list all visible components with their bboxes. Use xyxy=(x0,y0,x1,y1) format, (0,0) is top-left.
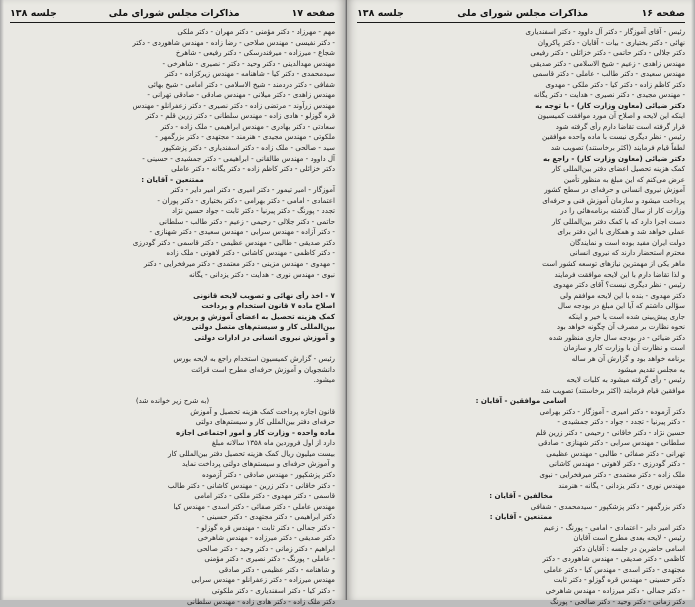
text-line: برنامه خواهد بود و گزارش آن هر ساله xyxy=(571,353,685,363)
page-body-text xyxy=(10,27,335,607)
text-line: و آموزش نیروی انسانی در ادارات دولتی xyxy=(194,332,335,342)
text-line: مهندس سعیدی - دکتر طالب - عاملی - دکتر قاسمی xyxy=(532,69,685,79)
text-line: دست اجرا دارد که با کمک دفتر بین‌المللی کار xyxy=(551,216,685,226)
text-line: رئیس - نظر دیگری نیست؟ آقای دکتر مهدوی xyxy=(553,280,685,290)
text-line: اسامی حاضرین در جلسه : آقایان دکتر xyxy=(572,543,685,553)
text-line: نحوه نظارت بر مصرف آن چگونه خواهد بود xyxy=(556,322,685,332)
text-line: حاتمی - دکتر جلالی - رحیمی - زعیم - دکتر طالب - سلطانی xyxy=(159,216,335,226)
text-line: آل داوود - مهندس طالقانی - ابراهیمی - دکتر جمشیدی - حسینی - xyxy=(142,153,335,163)
text-line: وزارت کار از سال گذشته برنامه‌هائی را در xyxy=(560,206,685,216)
text-line: محترم استحضار دارند که نیروی انسانی xyxy=(569,248,685,258)
session-number: جلسه ۱۳۸ xyxy=(10,8,57,19)
text-line: رئیس - آقای آموزگار - دکتر آل داوود - دکتر اسفندیاری xyxy=(525,27,685,36)
text-line: دکتر بزرگمهر - دکتر پزشکپور - سیدمحمدی - شفافی xyxy=(530,501,685,511)
text-line: - عاملی - پورنگ - دکتر نصیری - دکتر مؤمنی xyxy=(204,554,335,564)
text-line: مهندس عاملی - دکتر صفائی - دکتر اسدی - مهندس کیا xyxy=(173,501,335,511)
text-line: پرداخت میشود و سازمان آموزش فنی و حرفه‌ای xyxy=(542,195,685,205)
text-line: کاظمی - دکتر صدیقی - مهندس شاهوردی - دکتر xyxy=(542,554,685,564)
text-line: - دکتر خاقانی - دکتر زرین - مهندس کاشانی - دکتر طالب xyxy=(167,480,335,490)
text-line: ممتنعین - آقایان : xyxy=(141,174,204,184)
text-line: دولت ایران مفید بوده است و نمایندگان xyxy=(569,237,685,247)
text-line: شفافی - دکتر دردمند - شیخ الاسلامی - دکتر امامی - شیخ بهائی xyxy=(147,79,335,89)
text-line: دکتر آزموده - دکتر امیری - آموزگار - دکتر بهرامی xyxy=(539,406,685,416)
text-line: مهندس زاهدی - زعیم - شیخ الاسلامی - دکتر صدیقی xyxy=(530,58,685,68)
text-line: مخالفین - آقایان : xyxy=(489,491,553,501)
text-line: کمک هزینه تحصیل به اعضای آموزش و پرورش xyxy=(173,311,335,321)
text-line: به مجلس تقدیم میشود xyxy=(617,364,685,374)
text-line: قرار گرفته است تقاضا دارم رأی گرفته شود xyxy=(555,121,685,131)
text-line: اعتمادی - امامی - دکتر بهرامی - دکتر بختیاری - دکتر پوران - xyxy=(157,195,335,205)
text-line: - دکتر نفیسی - مهندس صلاحی - رضا زاده - مهندس شاهوردی - دکتر xyxy=(132,37,335,47)
text-line: اصلاح ماده ۷ قانون استخدام و پرداخت xyxy=(201,301,335,311)
text-line: - دکتر آزاده - مهندس سرابی - مهندس سعیدی - دکتر شهنازی - xyxy=(149,227,335,237)
session-number: جلسه ۱۳۸ xyxy=(357,8,404,19)
text-line: رئیس - لایحه بعدی مطرح است آقایان xyxy=(573,533,685,543)
text-line xyxy=(10,280,335,291)
text-line: است و نظارت آن با وزارت کار و سازمان xyxy=(563,343,685,353)
text-line: دکتر صدیقی - طالبی - مهندس عظیمی - دکتر قاسمی - دکتر گودرزی xyxy=(132,237,335,247)
text-line: - مهدوی - مهندس مزینی - دکتر معتمدی - دکتر میرفخرایی - دکتر xyxy=(143,259,335,269)
text-line: دکتر پزشکپور - مهندس صادقی - دکتر آزموده xyxy=(201,469,335,479)
text-line: قره گوزلو - هادی زاده - مهندس سلطانی - دکتر زرین قلم - دکتر xyxy=(145,111,335,121)
text-line: ماده واحده - وزارت کار و امور اجتماعی اجازه xyxy=(176,427,335,437)
text-line: بیست میلیون ریال کمک هزینه تحصیل دفتر بین‌المللی کار xyxy=(167,448,335,458)
text-line: و آموزش حرفه‌ای و سیستم‌های دولتی پرداخت نماید xyxy=(181,459,335,469)
page-number: صفحه ۱۷ xyxy=(291,8,335,19)
text-line: و شاهنامه - دکتر عظیمی - دکتر صادقی xyxy=(218,564,335,574)
page-header xyxy=(10,8,335,23)
page-body-text xyxy=(357,27,685,607)
text-line: مجتهدی - دکتر اسدی - مهندس کیا - دکتر عاملی xyxy=(543,564,685,574)
scan-edge xyxy=(0,0,4,600)
text-line: حرفه‌ای دفتر بین‌المللی کار و سیستم‌های دولتی xyxy=(195,417,335,427)
text-line: موافقین قیام فرمایند (اکثر برخاستند) تصویب شد xyxy=(540,385,685,395)
text-line: حسین نژاد - دکتر خاقانی - رحیمی - دکتر زرین قلم xyxy=(535,427,685,437)
text-line: دکتر مهدوی - بنده با این لایحه موافقم ولی xyxy=(559,290,685,300)
text-line: رئیس - نظر دیگری نیست با ماده واحده موافقین xyxy=(542,132,685,142)
text-line xyxy=(10,386,335,397)
text-line: ماهر یکی از مهمترین نیازهای توسعه کشور است xyxy=(542,259,685,269)
text-line: دکتر صدیقی - دکتر میرزاده - مهندس شاهرخی xyxy=(197,533,335,543)
text-line: سعادتی - دکتر بهادری - مهندس ابراهیمی - ملک زاده - دکتر xyxy=(160,121,335,131)
text-line: آموزش نیروی انسانی و حرفه‌ای در سطح کشور xyxy=(544,185,685,195)
text-line: دکتر ضیائی - در بودجه سال جاری منظور شده xyxy=(549,332,685,342)
text-line: اینکه این لایحه و اصلاح آن مورد موافقت کمیسیون xyxy=(537,111,685,121)
text-line: اسامی موافقین - آقایان : xyxy=(475,396,567,406)
text-line: - دکتر جمالی - دکتر ثابت - مهندس قره گوزلو - xyxy=(196,522,335,532)
text-line: دکتر ابراهیمی - دکتر مجتهدی - دکتر حسینی - xyxy=(201,512,335,522)
text-line: رئیس - گزارش کمیسیون استخدام راجع به لایحه بورس xyxy=(173,353,335,363)
text-line: - دکتر کاظمی - مهندس کاشانی - دکتر لاهوتی - ملک زاده xyxy=(166,248,335,258)
text-line: ابراهیم - دکتر زمانی - دکتر وحید - دکتر صالحی xyxy=(197,543,335,553)
text-line: قانون اجازه پرداخت کمک هزینه تحصیل و آموزش xyxy=(190,406,335,416)
text-line: لطفاً قیام فرمایند (اکثر برخاستند) تصویب شد xyxy=(550,143,685,153)
text-line: تهرانی - دکتر صفائی - طالبی - مهندس عظیمی xyxy=(546,448,685,458)
text-line: مهندس زرآوند - مرتضی زاده - دکتر نصیری - دکتر زعفرانلو - مهندس xyxy=(132,100,335,110)
text-line: مهم - مهرزاد - دکتر مؤمنی - دکتر مهران - دکتر ملکی xyxy=(177,27,335,36)
text-line: آموزگار - امیر تیمور - دکتر امیری - دکتر امیر دایر - دکتر xyxy=(170,185,335,195)
text-line: سیدمحمدی - دکتر کیا - شاهنامه - مهندس زیرکزاده - دکتر xyxy=(164,69,335,79)
text-line: دکتر زمانی - دکتر وحید - دکتر صالحی - پورنگ xyxy=(550,596,685,606)
page-16 xyxy=(347,0,695,606)
text-line: - دکتر پیرنیا - تجدد - جواد - دکتر جمشیدی - xyxy=(557,417,685,427)
text-line: ممتنعین - آقایان : xyxy=(489,512,553,522)
text-line: دکتر حسینی - مهندس قره گوزلو - دکتر ثابت xyxy=(553,575,685,585)
text-line: - دکتر جمالی - دکتر میرزاده - مهندس شاهرخی xyxy=(545,585,685,595)
running-title: مذاکرات مجلس شورای ملی xyxy=(108,8,240,19)
text-line: نبوی - مهندس نوری - هدایت - دکتر یزدانی - یگانه xyxy=(188,269,335,279)
text-line: مهندس مهدالدینی - دکتر وحید - دکتر - نصیری - شاهرخی - xyxy=(162,58,335,68)
text-line: دکتر کاظم زاده - دکتر کیا - دکتر ملکی - مهدوی xyxy=(545,79,685,89)
text-line: رئیس - رأی گرفته میشود به کلیات لایحه xyxy=(566,375,685,385)
text-line: شجاع - میرزاده - میرفندرسکی - دکتر رفیعی - شاهرخ xyxy=(175,48,335,58)
page-17 xyxy=(0,0,346,606)
text-line: دارد از اول فروردین ماه ۱۳۵۸ سالانه مبلغ xyxy=(211,438,335,448)
text-line: سلطانی - مهندس سرابی - دکتر شهنازی - صادقی xyxy=(538,438,685,448)
page-number: صفحه ۱۶ xyxy=(641,8,685,19)
text-line: عرض می‌کنم که این مبلغ به منظور تأمین xyxy=(563,174,685,184)
text-line: کمک هزینه تحصیل اعضای دفتر بین‌المللی کار xyxy=(551,164,685,174)
text-line: قاسمی - دکتر مهدوی - دکتر ملکی - دکتر امامی xyxy=(194,491,335,501)
text-line: مهندس زاهدی - دکتر میلانی - مهندس صادقی - صادقی تهرانی - xyxy=(147,90,335,100)
text-line: دکتر جلالی - دکتر حاتمی - دکتر خزائلی - دکتر رفیعی xyxy=(530,48,685,58)
text-line: سید - صالحی - ملک زاده - دکتر اسفندیاری - دکتر پزشکپور xyxy=(161,143,335,153)
text-line: - مهندس مجیدی - دکتر نصیری - هدایت - دکتر یگانه xyxy=(533,90,685,100)
text-line: مهندس میرزاده - دکتر زعفرانلو - مهندس سرابی xyxy=(191,575,335,585)
text-line: میشود. xyxy=(313,375,335,385)
text-line: دکتر ضیائی (معاون وزارت کار) - با توجه به xyxy=(535,100,685,110)
text-line: ملکوتی - مهندس مجیدی - هنرمند - مجتهدی - دکتر بزرگمهر - xyxy=(155,132,335,142)
page-header xyxy=(357,8,685,23)
text-line: سؤالی داشتم که آیا این مبلغ در بودجه سال xyxy=(557,301,685,311)
text-line: بین‌المللی کار و سیستم‌های متصل دولتی xyxy=(191,322,335,332)
scan-edge xyxy=(691,0,695,600)
text-line: تجدد - پورنگ - دکتر پیرنیا - دکتر ثابت - جواد حسین نژاد xyxy=(171,206,335,216)
text-line: و لذا تقاضا دارم با این لایحه موافقت فرمایند xyxy=(554,269,685,279)
text-line: نهائی - دکتر بختیاری - بیات - آقایان - دکتر پاکروان xyxy=(537,37,685,47)
text-line: - دکتر کیا - دکتر اسفندیاری - دکتر ملکوتی xyxy=(211,585,335,595)
text-line: دکتر ملک زاده - دکتر هادی زاده - مهندس سلطانی xyxy=(186,596,335,606)
text-line: دانشجویان و آموزش حرفه‌ای مطرح است قرائت xyxy=(191,364,335,374)
text-line xyxy=(10,343,335,354)
text-line: ۷ - اخذ رأی نهائی و تصویب لایحه قانونی xyxy=(193,290,335,300)
text-line: دکتر ضیائی (معاون وزارت کار) - راجع به xyxy=(542,153,685,163)
text-line: جاری پیش‌بینی شده است یا خیر و اینکه xyxy=(568,311,685,321)
text-line: مهندس نوری - دکتر یزدانی - یگانه - هنرمند xyxy=(558,480,685,490)
text-line: دکتر امیر دایر - اعتمادی - امامی - پورنگ - زعیم xyxy=(543,522,685,532)
text-line: ملک زاده - دکتر معتمدی - دکتر میرفخرایی - نبوی xyxy=(539,469,685,479)
running-title: مذاکرات مجلس شورای ملی xyxy=(457,8,589,19)
text-line: دکتر خزائلی - دکتر کاظم زاده - دکتر یگانه - دکتر عاملی xyxy=(171,164,335,174)
text-line: (به شرح زیر خوانده شد) xyxy=(135,396,210,406)
text-line: - دکتر گودرزی - دکتر لاهوتی - مهندس کاشانی xyxy=(549,459,685,469)
text-line: عملی خواهد شد و همکاری با این دفتر برای xyxy=(557,227,685,237)
